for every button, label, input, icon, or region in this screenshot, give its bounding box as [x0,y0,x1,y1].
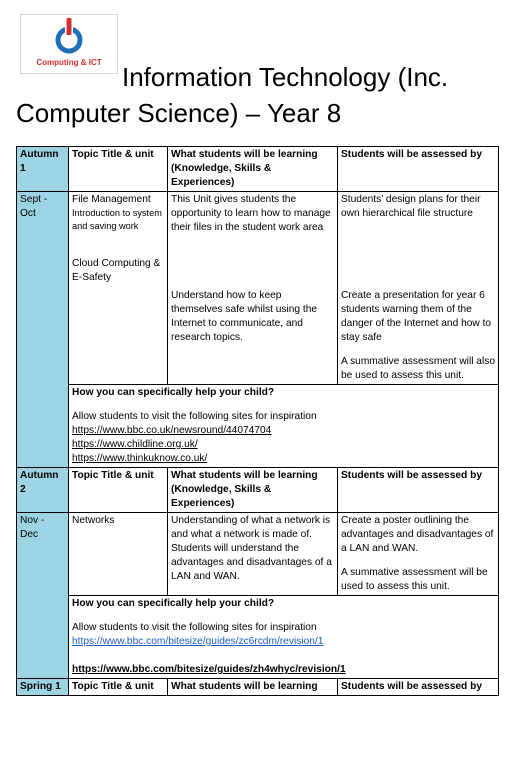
help-cell [69,385,499,468]
learning-cell [168,513,338,596]
thinkuknow-link[interactable]: https://www.thinkuknow.co.uk/ [72,453,208,464]
assessed-text: Students’ design plans for their own hierarchical file structure [341,194,481,219]
header-learning: What students will be learning (Knowledge, Skills & Experiences) [168,147,338,192]
date-cell: Sept - Oct [17,192,69,468]
header-topic: Topic Title & unit [69,147,168,192]
header-learning: What students will be learning (Knowledge, Skills & Experiences) [168,468,338,513]
date-cell: Nov - Dec [17,513,69,679]
term-cell: Autumn 2 [17,468,69,513]
topic-subtitle: Introduction to system and saving work [72,208,162,231]
header-assessed: Students will be assessed by [338,147,499,192]
bitesize-revision-link[interactable]: https://www.bbc.com/bitesize/guides/zh4whyc/revision/1 [72,664,346,675]
header-assessed: Students will be assessed by [338,468,499,513]
help-intro: Allow students to visit the following sites for inspiration [72,622,317,633]
topic-title: Cloud Computing & E-Safety [72,258,161,283]
header-row [17,147,499,192]
topic-title: Networks [72,515,115,526]
topic-title: File Management [72,194,151,205]
learning-cell [168,192,338,385]
help-row [17,596,499,679]
assessed-text: A summative assessment will be used to assess this unit. [341,567,488,592]
assessed-text: A summative assessment will also be used to assess this unit. [341,356,495,381]
logo-text: Computing & ICT [36,58,102,67]
header-assessed: Students will be assessed by [338,679,499,696]
page-title-line-1: Information Technology (Inc. [122,62,449,92]
assessed-cell [338,192,499,385]
topic-cell [69,513,168,596]
computing-ict-logo [20,14,118,74]
term-cell: Autumn 1 [17,147,69,192]
newsround-link[interactable]: https://www.bbc.co.uk/newsround/44074704 [72,425,272,436]
topic-cell [69,192,168,385]
learning-text: This Unit gives students the opportunity to learn how to manage their files in the student work area [171,194,331,233]
bitesize-networks-link[interactable]: https://www.bbc.com/bitesize/guides/zc6rcdm/revision/1 [72,636,324,647]
content-row [17,192,499,385]
learning-text: Understanding of what a network is and what a network is made of. Students will understand the advantages and disadvantages of a LAN and WAN. [171,515,332,582]
header-row [17,468,499,513]
help-title: How you can specifically help your child? [72,387,275,398]
content-row [17,513,499,596]
assessed-text: Create a presentation for year 6 students warning them of the danger of the Internet and how to stay safe [341,290,492,343]
help-intro: Allow students to visit the following sites for inspiration [72,411,317,422]
help-cell [69,596,499,679]
header-topic: Topic Title & unit [69,679,168,696]
header-row [17,679,499,696]
term-cell: Spring 1 [17,679,69,696]
page-title-line-2: Computer Science) – Year 8 [16,98,342,128]
assessed-cell [338,513,499,596]
header-learning: What students will be learning [168,679,338,696]
help-row [17,385,499,468]
curriculum-table [16,146,499,696]
help-title: How you can specifically help your child? [72,598,275,609]
header-topic: Topic Title & unit [69,468,168,513]
childline-link[interactable]: https://www.childline.org.uk/ [72,439,198,450]
assessed-text: Create a poster outlining the advantages and disadvantages of a LAN and WAN. [341,515,494,554]
learning-text: Understand how to keep themselves safe whilst using the Internet to communicate, and research topics. [171,290,318,343]
